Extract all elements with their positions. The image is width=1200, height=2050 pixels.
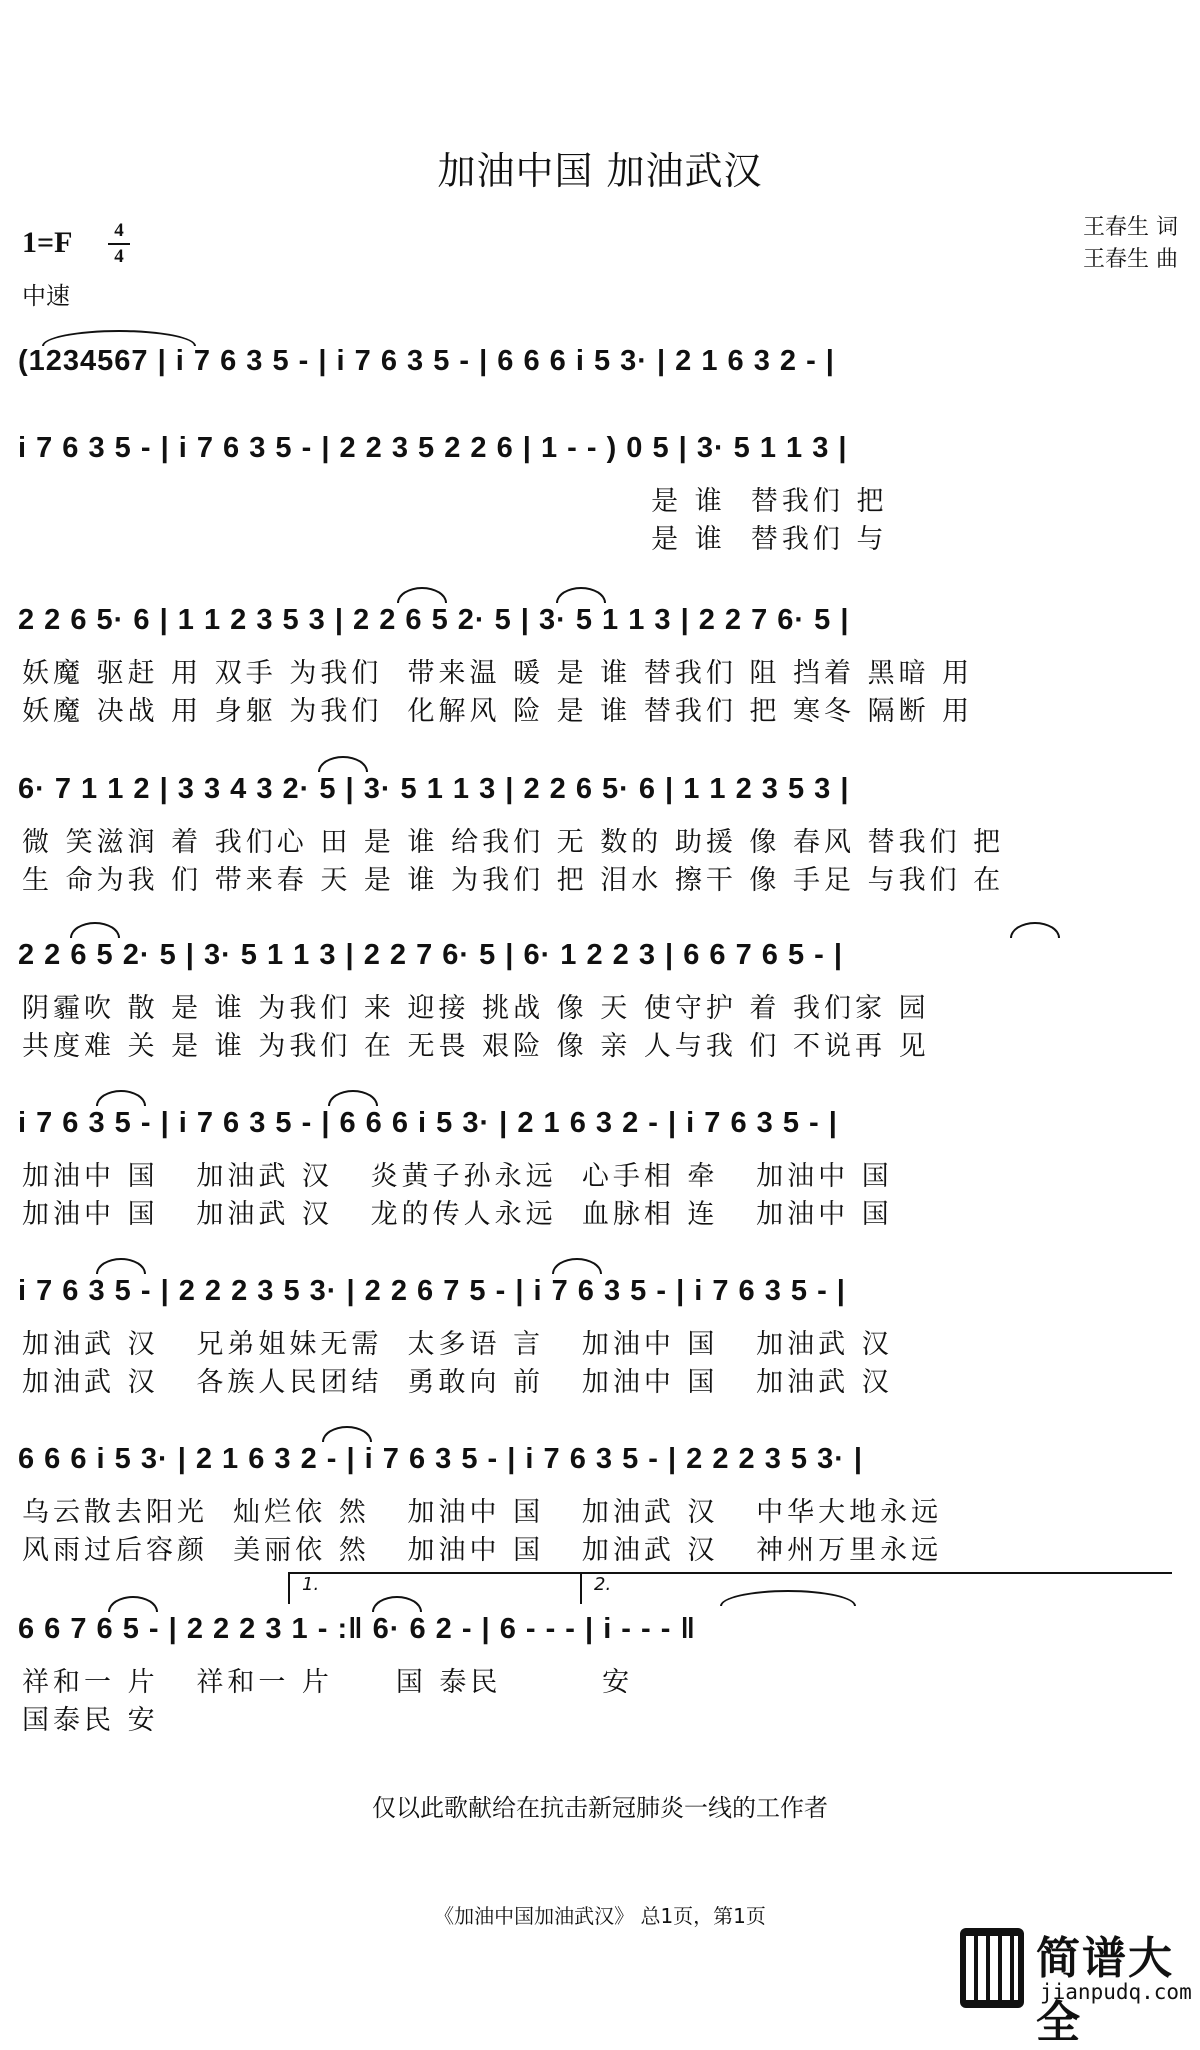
time-signature-bottom: 4	[114, 246, 124, 267]
tie	[328, 1090, 378, 1106]
logo-site: jianpudq.com	[1040, 1980, 1192, 2004]
song-title: 加油中国 加油武汉	[437, 149, 763, 193]
notes-line: 6 6 7 6 5 - | 2 2 2 3 1 - :‖ 6· 6 2 - | 6 - - - | i - - - ‖	[18, 1612, 696, 1645]
lyricist-credit: 王春生 词	[1083, 215, 1178, 240]
tie	[70, 922, 120, 938]
lyric-verse-2: 共度难 关 是 谁 为我们 在 无畏 艰险 像 亲 人与我 们 不说再 见	[22, 1031, 930, 1062]
tie	[397, 587, 447, 603]
site-logo[interactable]	[960, 1918, 1192, 2048]
lyric-verse-2: 妖魔 决战 用 身躯 为我们 化解风 险 是 谁 替我们 把 寒冬 隔断 用	[22, 696, 974, 727]
lyric-verse-2: 加油武 汉 各族人民团结 勇敢向 前 加油中 国 加油武 汉	[22, 1367, 893, 1398]
tie	[108, 1596, 158, 1612]
time-signature-divider	[108, 243, 130, 245]
volta-bracket-first: 1.	[288, 1572, 582, 1604]
notes-line: 2 2 6 5 2· 5 | 3· 5 1 1 3 | 2 2 7 6· 5 | 6· 1 2 2 3 | 6 6 7 6 5 - |	[18, 938, 843, 971]
notes-line: (1234567 | i 7 6 3 5 - | i 7 6 3 5 - | 6 6 6 i 5 3· | 2 1 6 3 2 - |	[18, 344, 835, 377]
notes-line: 6· 7 1 1 2 | 3 3 4 3 2· 5 | 3· 5 1 1 3 | 2 2 6 5· 6 | 1 1 2 3 5 3 |	[18, 772, 850, 805]
lyric-verse-2: 加油中 国 加油武 汉 龙的传人永远 血脉相 连 加油中 国	[22, 1199, 893, 1230]
lyric-verse-2: 风雨过后容颜 美丽依 然 加油中 国 加油武 汉 神州万里永远	[22, 1535, 943, 1566]
tie	[1010, 922, 1060, 938]
composer-credit: 王春生 曲	[1083, 247, 1178, 272]
notes-line: 2 2 6 5· 6 | 1 1 2 3 5 3 | 2 2 6 5 2· 5 | 3· 5 1 1 3 | 2 2 7 6· 5 |	[18, 603, 850, 636]
logo-brand: 简谱大全	[1036, 1933, 1174, 2048]
tie	[96, 1090, 146, 1106]
lyric-verse-1: 祥和一 片 祥和一 片 国 泰民 安	[22, 1667, 634, 1698]
tie	[552, 1258, 602, 1274]
notes-line: i 7 6 3 5 - | i 7 6 3 5 - | 2 2 3 5 2 2 6 | 1 - - ) 0 5 | 3· 5 1 1 3 |	[18, 431, 848, 464]
lyric-verse-1: 加油武 汉 兄弟姐妹无需 太多语 言 加油中 国 加油武 汉	[22, 1329, 893, 1360]
piano-icon	[960, 1928, 1024, 2008]
page-footer: 《加油中国加油武汉》 总1页，第1页	[434, 1904, 766, 1928]
key-signature: 1=F	[22, 226, 73, 259]
tuplet-slur	[42, 330, 196, 346]
lyric-verse-1: 阴霾吹 散 是 谁 为我们 来 迎接 挑战 像 天 使守护 着 我们家 园	[22, 993, 930, 1024]
tie	[96, 1258, 146, 1274]
notes-line: i 7 6 3 5 - | i 7 6 3 5 - | 6 6 6 i 5 3· | 2 1 6 3 2 - | i 7 6 3 5 - |	[18, 1106, 838, 1139]
time-signature	[108, 222, 130, 266]
tempo-marking: 中速	[22, 282, 70, 310]
time-signature-top: 4	[114, 220, 124, 241]
tie	[318, 756, 368, 772]
lyric-verse-2: 是 谁 替我们 与	[22, 524, 888, 555]
credits	[1083, 212, 1178, 276]
volta-bracket-second: 2.	[580, 1572, 1172, 1604]
lyric-verse-1: 乌云散去阳光 灿烂依 然 加油中 国 加油武 汉 中华大地永远	[22, 1497, 943, 1528]
lyric-verse-1: 妖魔 驱赶 用 双手 为我们 带来温 暖 是 谁 替我们 阻 挡着 黑暗 用	[22, 658, 974, 689]
lyric-verse-1: 是 谁 替我们 把	[22, 486, 888, 517]
notes-line: 6 6 6 i 5 3· | 2 1 6 3 2 - | i 7 6 3 5 - | i 7 6 3 5 - | 2 2 2 3 5 3· |	[18, 1442, 864, 1475]
lyric-verse-1: 加油中 国 加油武 汉 炎黄子孙永远 心手相 牵 加油中 国	[22, 1161, 893, 1192]
lyric-verse-2: 生 命为我 们 带来春 天 是 谁 为我们 把 泪水 擦干 像 手足 与我们 在	[22, 865, 1005, 896]
notes-line: i 7 6 3 5 - | 2 2 2 3 5 3· | 2 2 6 7 5 - | i 7 6 3 5 - | i 7 6 3 5 - |	[18, 1274, 846, 1307]
tie	[322, 1426, 372, 1442]
tie	[556, 587, 606, 603]
lyric-verse-1: 微 笑滋润 着 我们心 田 是 谁 给我们 无 数的 助援 像 春风 替我们 把	[22, 827, 1005, 858]
lyric-verse-2: 国泰民 安	[22, 1705, 159, 1736]
dedication-text: 仅以此歌献给在抗击新冠肺炎一线的工作者	[372, 1794, 828, 1822]
